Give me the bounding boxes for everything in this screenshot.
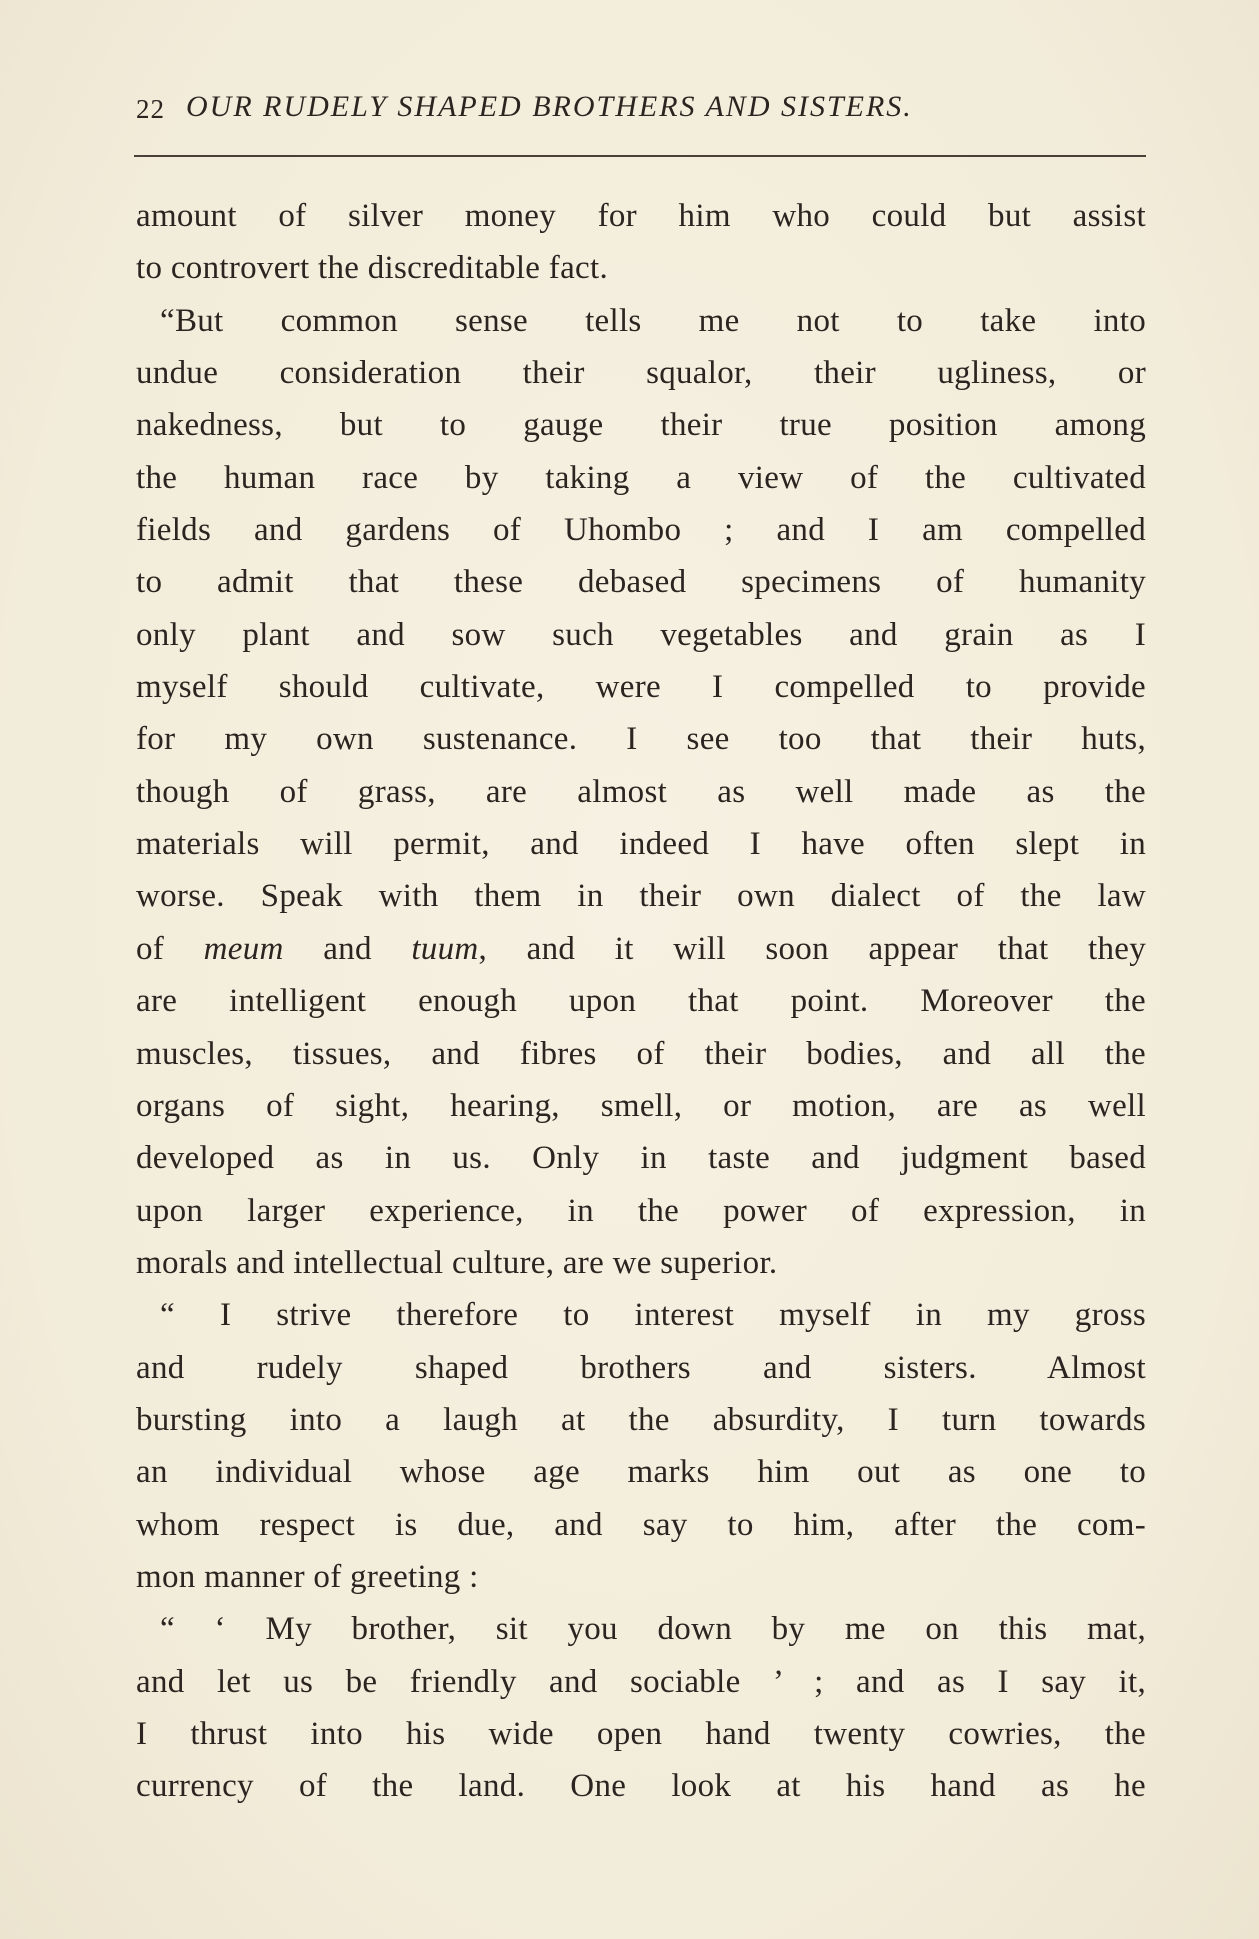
text-line: to admit that these debased specimens of humanity bbox=[136, 564, 1146, 601]
text-line: and let us be friendly and sociable ’ ; and as I say it, bbox=[136, 1663, 1146, 1700]
text-line: mon manner of greeting : bbox=[136, 1558, 479, 1595]
text-line: only plant and sow such vegetables and grain as I bbox=[136, 616, 1146, 653]
text-line: morals and intellectual culture, are we superior. bbox=[136, 1244, 778, 1281]
text-line: worse. Speak with them in their own dialect of the law bbox=[136, 878, 1146, 915]
text-line: currency of the land. One look at his hand as he bbox=[136, 1768, 1146, 1805]
text-line: muscles, tissues, and fibres of their bodies, and all the bbox=[136, 1035, 1146, 1072]
text-fragment: and bbox=[283, 930, 412, 967]
text-line: bursting into a laugh at the absurdity, I turn towards bbox=[136, 1401, 1146, 1438]
text-line: undue consideration their squalor, their ugliness, or bbox=[136, 355, 1146, 392]
text-line: are intelligent enough upon that point. Moreover the bbox=[136, 983, 1146, 1020]
page-header bbox=[134, 90, 1144, 130]
text-line: though of grass, are almost as well made as the bbox=[136, 773, 1146, 810]
italic-term-meum: meum bbox=[203, 930, 284, 967]
text-line: organs of sight, hearing, smell, or motion, are as well bbox=[136, 1087, 1146, 1124]
text-fragment: of bbox=[136, 930, 204, 967]
text-line: “But common sense tells me not to take into bbox=[160, 302, 1146, 339]
text-line: myself should cultivate, were I compelled to provide bbox=[136, 669, 1146, 706]
text-line: an individual whose age marks him out as one to bbox=[136, 1454, 1146, 1491]
italic-term-tuum: tuum bbox=[411, 930, 479, 967]
text-line: the human race by taking a view of the cultivated bbox=[136, 459, 1146, 496]
text-line: for my own sustenance. I see too that their huts, bbox=[136, 721, 1146, 758]
text-line: fields and gardens of Uhombo ; and I am compelled bbox=[136, 512, 1146, 549]
page-number: 22 bbox=[136, 94, 165, 124]
text-line: upon larger experience, in the power of expression, in bbox=[136, 1192, 1146, 1229]
body-text bbox=[136, 190, 1146, 1813]
text-fragment: , and it will soon appear that they bbox=[478, 930, 1146, 967]
text-line: and rudely shaped brothers and sisters. Almost bbox=[136, 1349, 1146, 1386]
text-line: developed as in us. Only in taste and judgment based bbox=[136, 1140, 1146, 1177]
text-line: nakedness, but to gauge their true position among bbox=[136, 407, 1146, 444]
text-line: “ ‘ My brother, sit you down by me on this mat, bbox=[160, 1611, 1146, 1648]
text-line: I thrust into his wide open hand twenty cowries, the bbox=[136, 1715, 1146, 1752]
running-title: OUR RUDELY SHAPED BROTHERS AND SISTERS. bbox=[186, 90, 913, 123]
header-rule bbox=[134, 155, 1146, 157]
text-line: to controvert the discreditable fact. bbox=[136, 250, 608, 287]
text-line: materials will permit, and indeed I have often slept in bbox=[136, 826, 1146, 863]
text-line-mixed bbox=[136, 923, 1146, 975]
text-line: “ I strive therefore to interest myself in my gross bbox=[160, 1297, 1146, 1334]
text-line: whom respect is due, and say to him, after the com- bbox=[136, 1506, 1146, 1543]
text-line: amount of silver money for him who could but assist bbox=[136, 198, 1146, 234]
